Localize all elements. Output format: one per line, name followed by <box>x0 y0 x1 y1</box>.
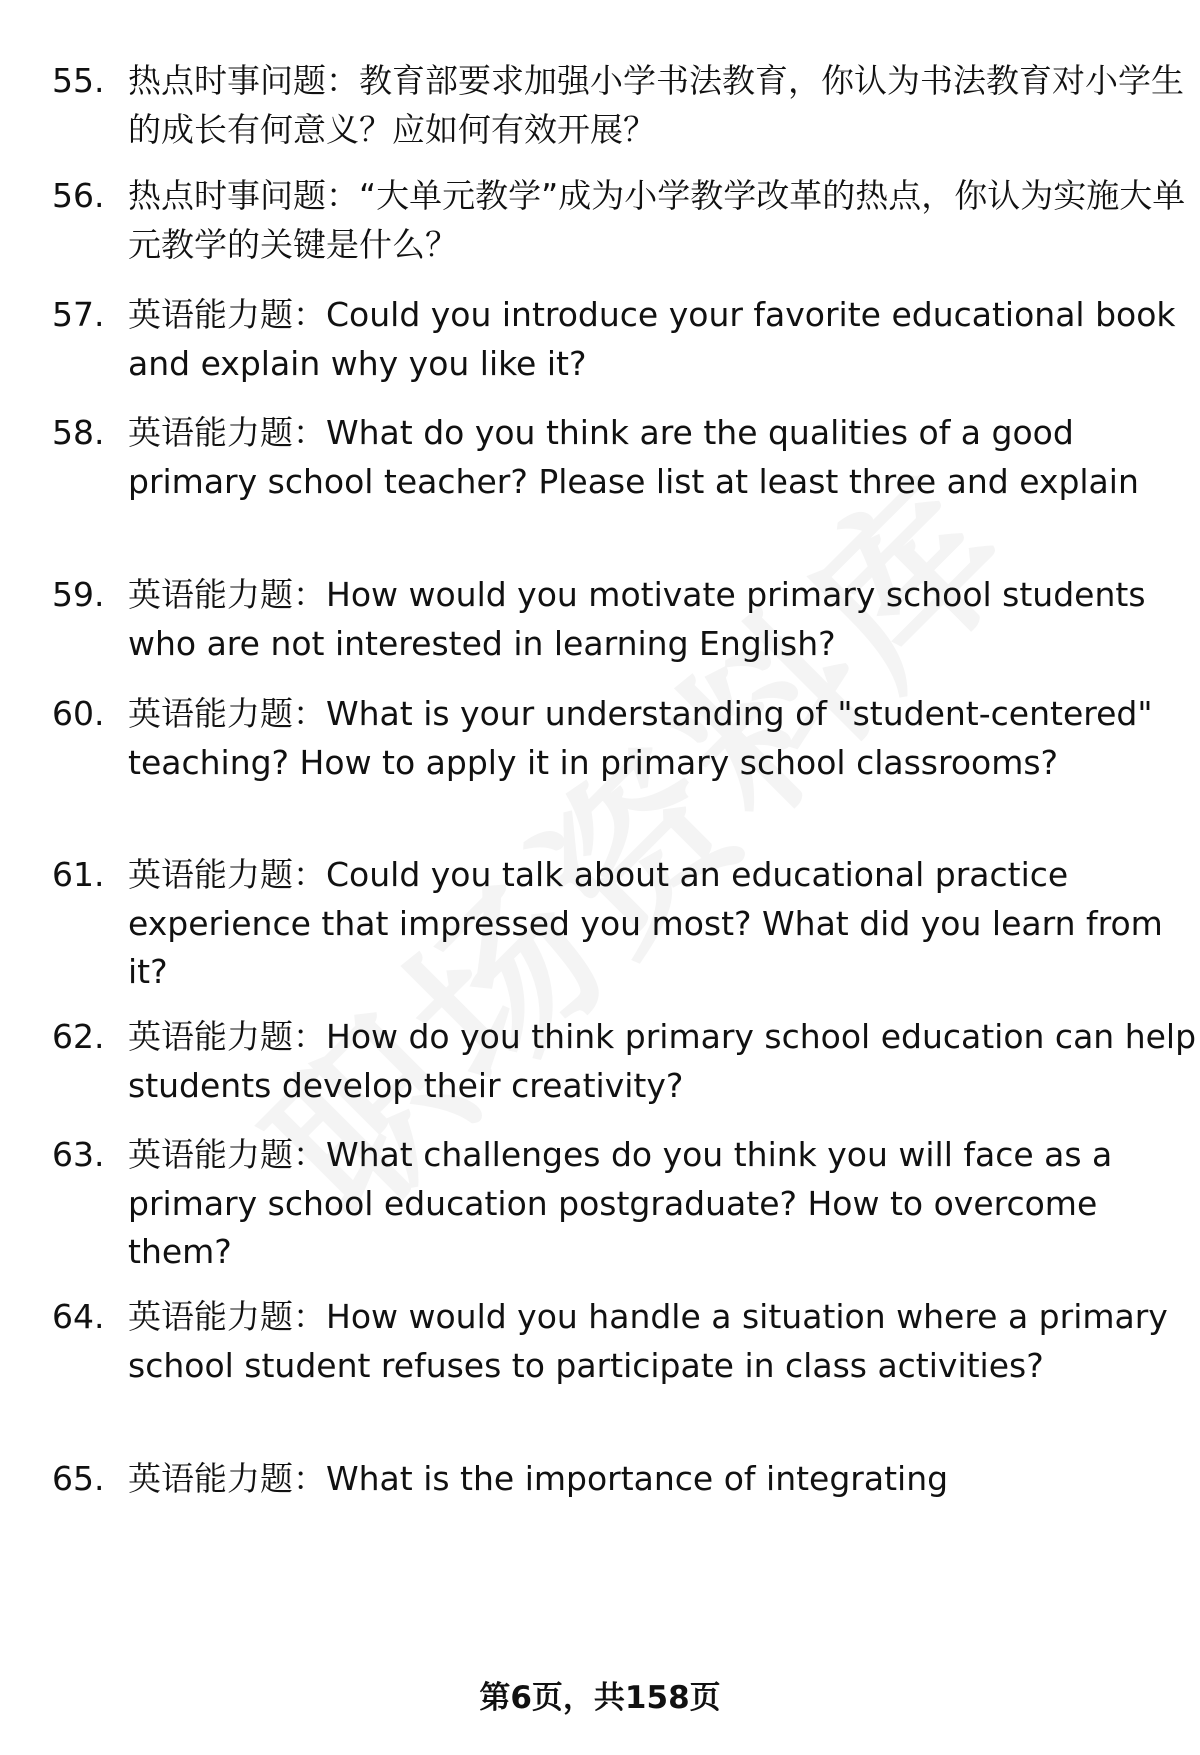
question-text: 英语能力题：What is the importance of integrating <box>128 1459 949 1498</box>
question-text: 热点时事问题：“大单元教学”成为小学教学改革的热点，你认为实施大单元教学的关键是什么？ <box>128 176 1186 264</box>
page-footer: 第6页，共158页 <box>479 1680 721 1716</box>
question-number: 60. <box>52 694 105 733</box>
question-number: 64. <box>52 1297 105 1336</box>
question-number: 65. <box>52 1459 105 1498</box>
question-number: 59. <box>52 575 105 614</box>
question-text: 英语能力题：What challenges do you think you will face as a primary school education postgraduate? How to overcome them? <box>128 1135 1113 1271</box>
question-text: 英语能力题：How would you motivate primary school students who are not interested in learning English? <box>128 575 1146 663</box>
question-number: 55. <box>52 61 105 100</box>
question-text: 英语能力题：What do you think are the qualities of a good primary school teacher? Please list at least three and explain <box>128 413 1139 501</box>
question-text: 热点时事问题：教育部要求加强小学书法教育，你认为书法教育对小学生的成长有何意义？应如何有效开展？ <box>128 61 1184 149</box>
question-text: 英语能力题：How do you think primary school education can help students develop their creativity? <box>128 1017 1197 1105</box>
question-text: 英语能力题：How would you handle a situation where a primary school student refuses to participate in class activities? <box>128 1297 1168 1385</box>
question-number: 57. <box>52 295 105 334</box>
question-number: 63. <box>52 1135 105 1174</box>
question-text: 英语能力题：Could you introduce your favorite educational book and explain why you like it? <box>128 295 1176 383</box>
question-number: 62. <box>52 1017 105 1056</box>
question-number: 58. <box>52 413 105 452</box>
question-text: 英语能力题：Could you talk about an educational practice experience that impressed you most? What did you learn from it? <box>128 855 1163 991</box>
question-text: 英语能力题：What is your understanding of "student-centered" teaching? How to apply it in primary school classrooms? <box>128 694 1153 782</box>
question-number: 61. <box>52 855 105 894</box>
question-number: 56. <box>52 176 105 215</box>
